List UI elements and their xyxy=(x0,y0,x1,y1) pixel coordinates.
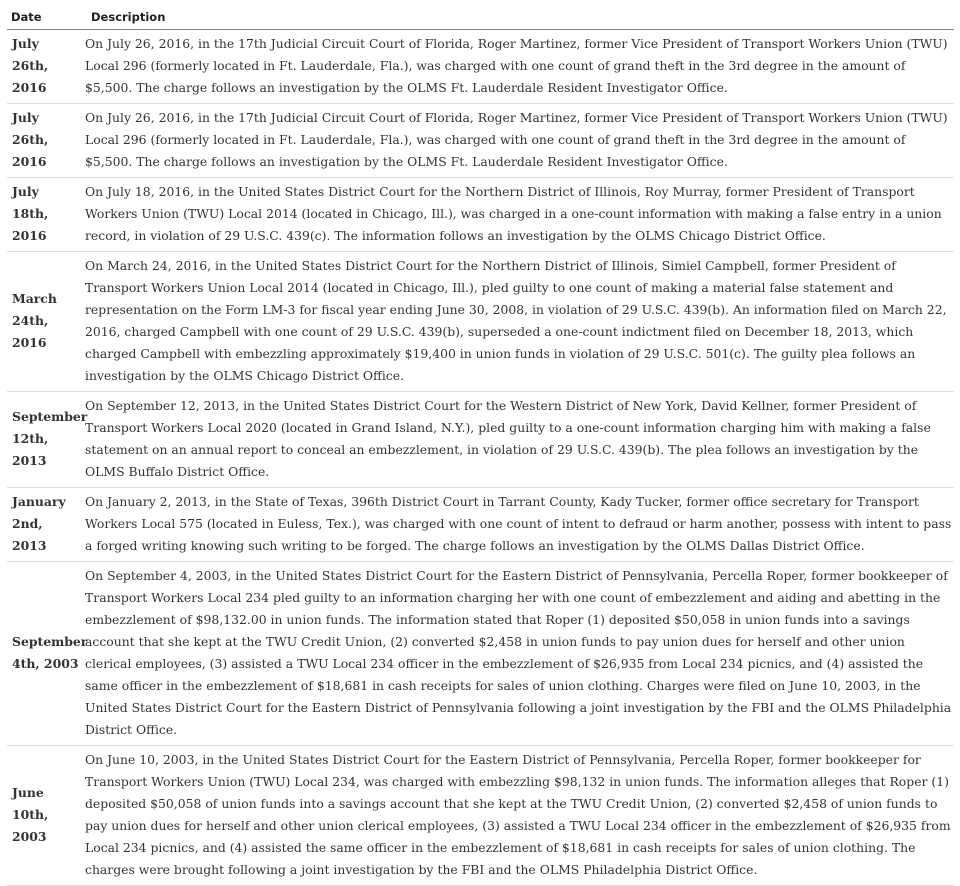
row-date: March 24th, 2016 xyxy=(7,252,81,392)
row-date: January 2nd, 2013 xyxy=(7,488,81,562)
table-row xyxy=(7,746,954,886)
table-row xyxy=(7,104,954,178)
row-date: June 10th, 2003 xyxy=(7,746,81,886)
row-description: On July 26, 2016, in the 17th Judicial Circuit Court of Florida, Roger Martinez, former Vice President of Transport Workers Union (TWU) Local 296 (formerly located in Ft. Lauderdale, Fla.), was charged with one count of grand theft in the 3rd degree in the amount of $5,500. The charge follows an investigation by the OLMS Ft. Lauderdale Resident Investigator Office. xyxy=(81,104,954,178)
row-date: July 26th, 2016 xyxy=(7,30,81,104)
row-description: On March 24, 2016, in the United States District Court for the Northern District of Illinois, Simiel Campbell, former President of Transport Workers Union Local 2014 (located in Chicago, Ill.), pled guilty to one count of making a material false statement and representation on the Form LM-3 for fiscal year ending June 30, 2008, in violation of 29 U.S.C. 439(b). An information filed on March 22, 2016, charged Campbell with one count of 29 U.S.C. 439(b), superseded a one-count indictment filed on December 18, 2013, which charged Campbell with embezzling approximately $19,400 in union funds in violation of 29 U.S.C. 501(c). The guilty plea follows an investigation by the OLMS Chicago District Office. xyxy=(81,252,954,392)
row-description: On September 4, 2003, in the United States District Court for the Eastern District of Pennsylvania, Percella Roper, former bookkeeper of Transport Workers Local 234 pled guilty to an information charging her with one count of embezzlement and aiding and abetting in the embezzlement of $98,132.00 in union funds. The information stated that Roper (1) deposited $50,058 in union funds into a savings account that she kept at the TWU Credit Union, (2) converted $2,458 in union funds to pay union dues for herself and other union clerical employees, (3) assisted a TWU Local 234 officer in the embezzlement of $26,935 from Local 234 picnics, and (4) assisted the same officer in the embezzlement of $18,681 in cash receipts for sales of union clothing. Charges were filed on June 10, 2003, in the United States District Court for the Eastern District of Pennsylvania following a joint investigation by the FBI and the OLMS Philadelphia District Office. xyxy=(81,562,954,746)
table-row xyxy=(7,178,954,252)
row-description: On January 2, 2013, in the State of Texas, 396th District Court in Tarrant County, Kady Tucker, former office secretary for Transport Workers Local 575 (located in Euless, Tex.), was charged with one count of intent to defraud or harm another, possess with intent to pass a forged writing knowing such writing to be forged. The charge follows an investigation by the OLMS Dallas District Office. xyxy=(81,488,954,562)
row-description: On June 10, 2003, in the United States District Court for the Eastern District of Pennsylvania, Percella Roper, former bookkeeper for Transport Workers Union (TWU) Local 234, was charged with embezzling $98,132 in union funds. The information alleges that Roper (1) deposited $50,058 of union funds into a savings account that she kept at the TWU Credit Union, (2) converted $2,458 of union funds to pay union dues for herself and other union clerical employees, (3) assisted a TWU Local 234 officer in the embezzlement of $26,935 from Local 234 picnics, and (4) assisted the same officer in the embezzlement of $18,681 in cash receipts for sales of union clothing. The charges were brought following a joint investigation by the FBI and the OLMS Philadelphia District Office. xyxy=(81,746,954,886)
row-date: September 4th, 2003 xyxy=(7,562,81,746)
table-row xyxy=(7,562,954,746)
row-date: September 12th, 2013 xyxy=(7,392,81,488)
column-header-date: Date xyxy=(7,5,81,30)
row-description: On July 18, 2016, in the United States District Court for the Northern District of Illinois, Roy Murray, former President of Transport Workers Union (TWU) Local 2014 (located in Chicago, Ill.), was charged in a one-count information with making a false entry in a union record, in violation of 29 U.S.C. 439(c). The information follows an investigation by the OLMS Chicago District Office. xyxy=(81,178,954,252)
row-date: July 18th, 2016 xyxy=(7,178,81,252)
row-description: On September 12, 2013, in the United States District Court for the Western District of New York, David Kellner, former President of Transport Workers Local 2020 (located in Grand Island, N.Y.), pled guilty to a one-count information charging him with making a false statement on an annual report to conceal an embezzlement, in violation of 29 U.S.C. 439(b). The plea follows an investigation by the OLMS Buffalo District Office. xyxy=(81,392,954,488)
row-date: July 26th, 2016 xyxy=(7,104,81,178)
row-description: On July 26, 2016, in the 17th Judicial Circuit Court of Florida, Roger Martinez, former Vice President of Transport Workers Union (TWU) Local 296 (formerly located in Ft. Lauderdale, Fla.), was charged with one count of grand theft in the 3rd degree in the amount of $5,500. The charge follows an investigation by the OLMS Ft. Lauderdale Resident Investigator Office. xyxy=(81,30,954,104)
table-header-row xyxy=(7,5,954,30)
table-row xyxy=(7,30,954,104)
table-row xyxy=(7,252,954,392)
table-row xyxy=(7,488,954,562)
cases-table-container xyxy=(7,5,954,886)
table-row xyxy=(7,392,954,488)
cases-table xyxy=(7,5,954,886)
column-header-description: Description xyxy=(81,5,954,30)
